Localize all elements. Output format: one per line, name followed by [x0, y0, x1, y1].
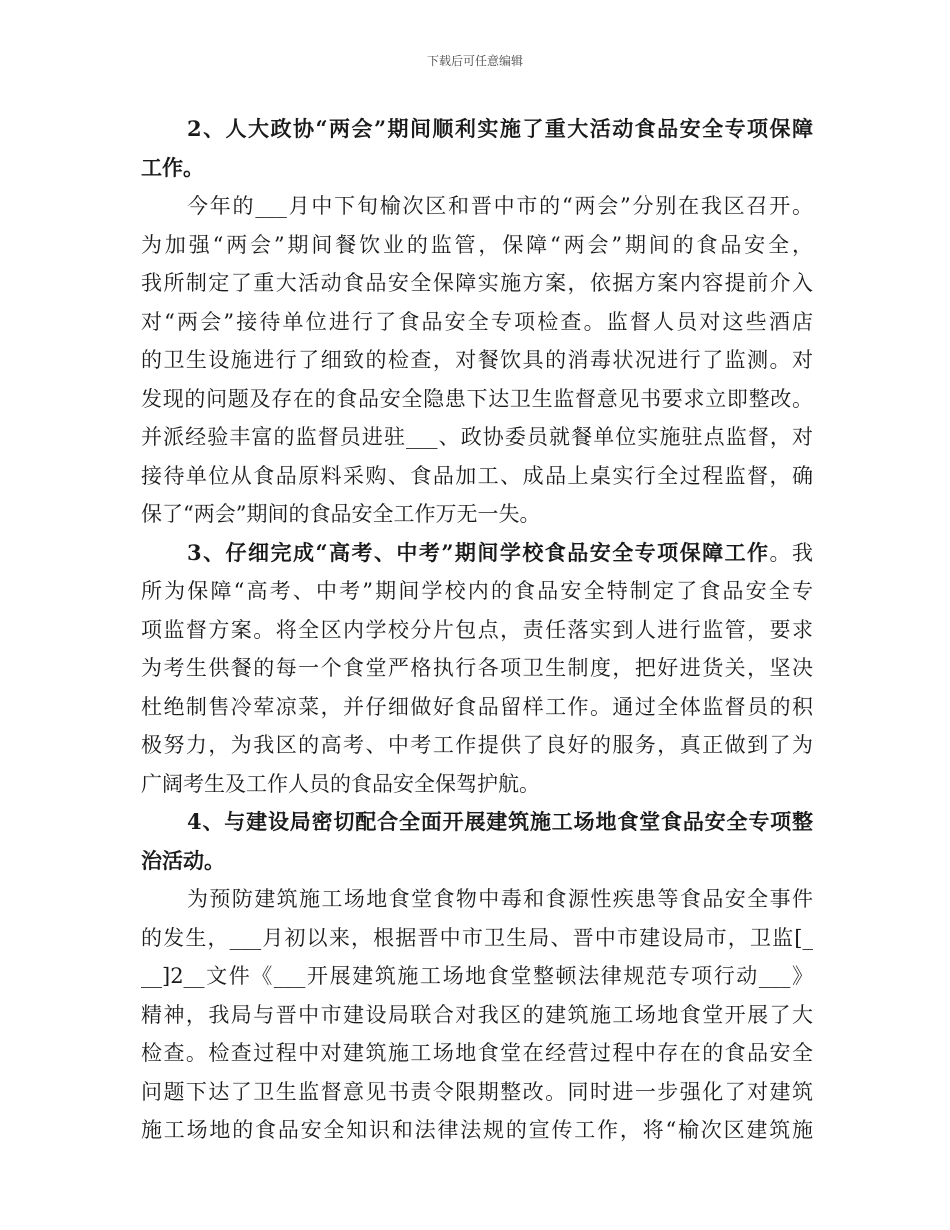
text-line: 4、与建设局密切配合全面开展建筑施工场地食堂食品安全专项整: [187, 809, 813, 834]
document-body: [141, 110, 813, 1150]
text-line: 所为保障“高考、中考”期间学校内的食品安全特制定了食品安全专: [141, 579, 813, 603]
text-line: 极努力，为我区的高考、中考工作提供了良好的服务，真正做到了为: [141, 733, 813, 757]
text-line: 的卫生设施进行了细致的检查，对餐饮具的消毒状况进行了监测。对: [141, 348, 813, 372]
text-line: 精神，我局与晋中市建设局联合对我区的建筑施工场地食堂开展了大: [141, 1002, 813, 1027]
text-line: 的发生，___月初以来，根据晋中市卫生局、晋中市建设局市，卫监[_: [141, 925, 813, 950]
section-heading: 3、仔细完成“高考、中考”期间学校食品安全专项保障工作: [187, 539, 770, 565]
text-line: 保了“两会”期间的食品安全工作万无一失。: [141, 502, 541, 526]
text-line: 广阔考生及工作人员的食品安全保驾护航。: [141, 771, 540, 796]
text-line: __]2__文件《___开展建筑施工场地食堂整顿法律规范专项行动___》: [141, 964, 813, 988]
page-header: 下载后可任意编辑: [426, 54, 523, 68]
text-line: 接待单位从食品原料采购、食品加工、成品上桌实行全过程监督，确: [141, 463, 813, 488]
text-line: [141, 534, 813, 573]
text-line: 检查。检查过程中对建筑施工场地食堂在经营过程中存在的食品安全: [141, 1041, 813, 1065]
text-line: 我所制定了重大活动食品安全保障实施方案，依据方案内容提前介入: [141, 271, 813, 295]
text-line: 工作。: [141, 154, 204, 180]
text-line: 发现的问题及存在的食品安全隐患下达卫生监督意见书要求立即整改。: [141, 386, 813, 411]
text-line: 并派经验丰富的监督员进驻___、政协委员就餐单位实施驻点监督，对: [141, 425, 813, 449]
text-line: 项监督方案。将全区内学校分片包点，责任落实到人进行监管，要求: [141, 617, 813, 642]
text-line: 对“两会”接待单位进行了食品安全专项检查。监督人员对这些酒店: [141, 309, 813, 334]
text-line: 问题下达了卫生监督意见书责令限期整改。同时进一步强化了对建筑: [141, 1079, 813, 1104]
text-line: 为预防建筑施工场地食堂食物中毒和食源性疾患等食品安全事件: [187, 887, 813, 911]
text-line: 为考生供餐的每一个食堂严格执行各项卫生制度，把好进货关，坚决: [141, 656, 813, 680]
text-line: 治活动。: [141, 847, 225, 873]
line-rest: 。我: [769, 540, 813, 565]
text-line: 为加强“两会”期间餐饮业的监管，保障“两会”期间的食品安全，: [141, 232, 813, 257]
text-line: 2、人大政协“两会”期间顺利实施了重大活动食品安全专项保障: [187, 116, 813, 141]
text-line: 施工场地的食品安全知识和法律法规的宣传工作，将“榆次区建筑施: [141, 1118, 813, 1142]
text-line: 杜绝制售冷荤凉菜，并仔细做好食品留样工作。通过全体监督员的积: [141, 694, 813, 719]
text-line: 今年的___月中下旬榆次区和晋中市的“两会”分别在我区召开。: [187, 194, 813, 218]
